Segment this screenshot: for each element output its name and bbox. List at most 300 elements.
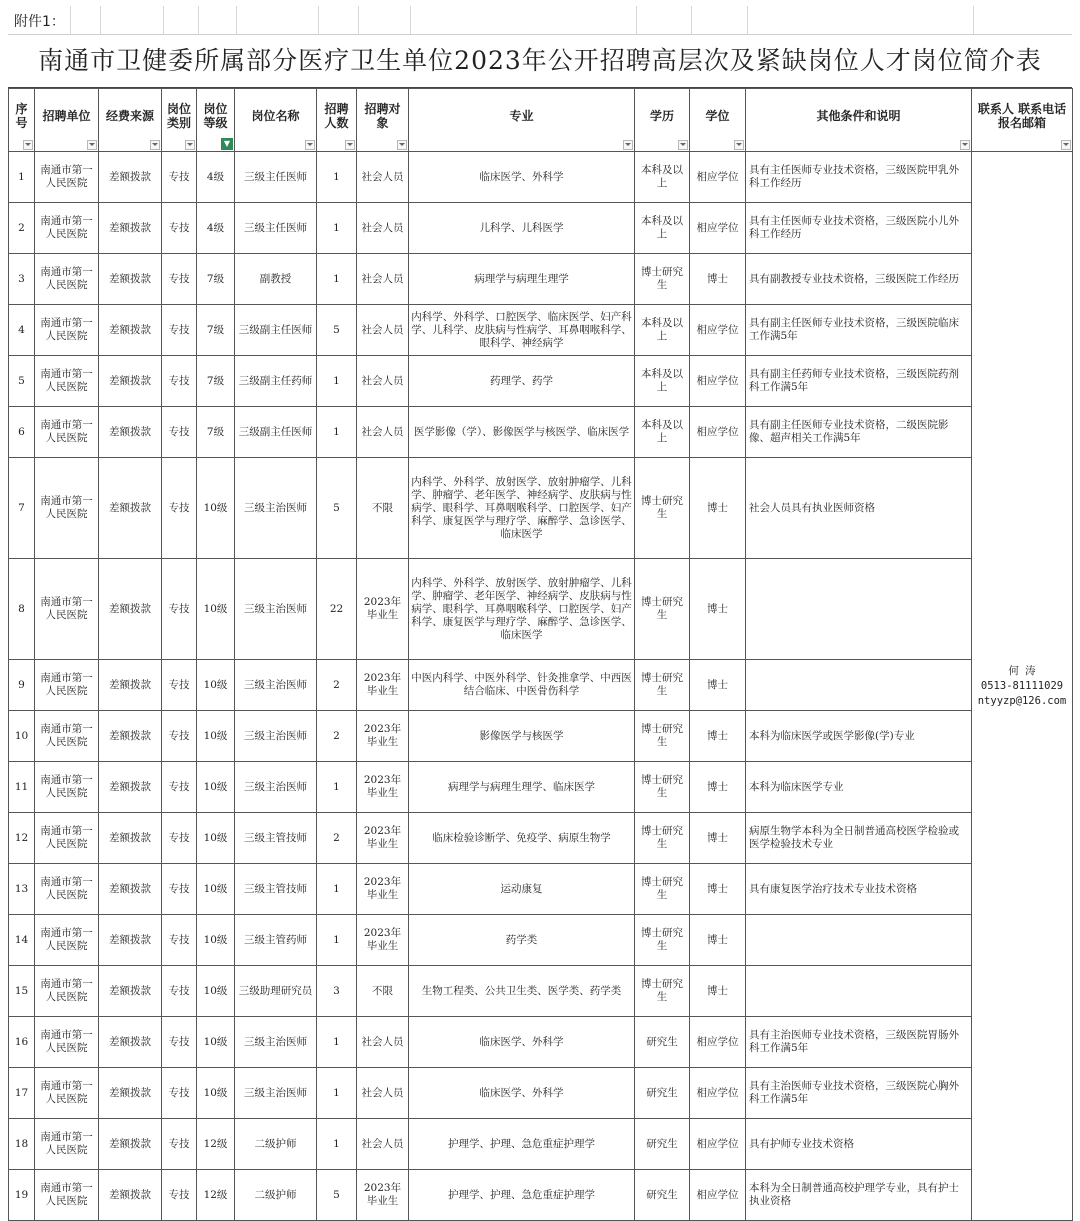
funding-source-cell: 差额拨款	[99, 813, 162, 864]
other-conditions-cell	[746, 915, 972, 966]
other-conditions-cell: 具有主治医师专业技术资格，三级医院心胸外科工作满5年	[746, 1068, 972, 1119]
post-level-cell: 4级	[197, 152, 235, 203]
header-label: 岗位名称	[251, 109, 300, 123]
education-cell: 博士研究生	[635, 711, 690, 762]
degree-cell: 博士	[690, 254, 746, 305]
post-level-cell: 10级	[197, 1068, 235, 1119]
header-label: 学历	[649, 109, 674, 123]
post-category-cell: 专技	[162, 864, 197, 915]
recruiting-unit-cell: 南通市第一人民医院	[35, 1119, 99, 1170]
other-conditions-cell: 社会人员具有执业医师资格	[746, 458, 972, 559]
filter-dropdown-icon[interactable]	[678, 140, 688, 150]
recruit-target-cell: 2023年毕业生	[357, 711, 409, 762]
major-cell: 内科学、外科学、放射医学、放射肿瘤学、儿科学、肿瘤学、老年医学、神经病学、皮肤病与性病学、眼科学、耳鼻咽喉科学、口腔医学、妇产科学、康复医学与理疗学、麻醉学、急诊医学、临床医学	[409, 458, 635, 559]
row-number-cell: 12	[9, 813, 35, 864]
row-number-cell: 4	[9, 305, 35, 356]
page-title: 南通市卫健委所属部分医疗卫生单位2023年公开招聘高层次及紧缺岗位人才岗位简介表	[8, 35, 1072, 88]
grid-line	[410, 6, 411, 34]
post-category-cell: 专技	[162, 1119, 197, 1170]
recruiting-unit-cell: 南通市第一人民医院	[35, 305, 99, 356]
funding-source-cell: 差额拨款	[99, 762, 162, 813]
recruiting-unit-cell: 南通市第一人民医院	[35, 1068, 99, 1119]
filter-dropdown-icon[interactable]	[185, 140, 195, 150]
row-number-cell: 9	[9, 660, 35, 711]
education-cell: 研究生	[635, 1017, 690, 1068]
header-label: 招聘单位	[42, 109, 91, 123]
table-body	[9, 152, 1073, 1221]
major-cell: 医学影像（学）、影像医学与核医学、临床医学	[409, 407, 635, 458]
degree-cell: 博士	[690, 864, 746, 915]
post-name-cell: 三级主管技师	[235, 864, 317, 915]
post-level-cell: 10级	[197, 711, 235, 762]
post-category-cell: 专技	[162, 1068, 197, 1119]
table-row	[9, 254, 1073, 305]
headcount-cell: 5	[317, 1170, 357, 1221]
funding-source-cell: 差额拨款	[99, 864, 162, 915]
major-cell: 临床医学、外科学	[409, 1017, 635, 1068]
post-category-cell: 专技	[162, 762, 197, 813]
post-name-cell: 三级助理研究员	[235, 966, 317, 1017]
header-label: 岗位类别	[166, 102, 191, 130]
recruit-target-cell: 2023年毕业生	[357, 762, 409, 813]
post-category-cell: 专技	[162, 407, 197, 458]
major-cell: 生物工程类、公共卫生类、医学类、药学类	[409, 966, 635, 1017]
recruit-target-cell: 社会人员	[357, 152, 409, 203]
grid-line	[691, 6, 692, 34]
recruit-target-cell: 社会人员	[357, 1068, 409, 1119]
header-cell	[162, 89, 197, 152]
major-cell: 护理学、护理、急危重症护理学	[409, 1170, 635, 1221]
post-level-cell: 10级	[197, 660, 235, 711]
post-name-cell: 三级主任医师	[235, 152, 317, 203]
other-conditions-cell: 病原生物学本科为全日制普通高校医学检验或医学检验技术专业	[746, 813, 972, 864]
headcount-cell: 1	[317, 1068, 357, 1119]
row-number-cell: 14	[9, 915, 35, 966]
degree-cell: 相应学位	[690, 152, 746, 203]
recruit-target-cell: 2023年毕业生	[357, 1170, 409, 1221]
recruiting-unit-cell: 南通市第一人民医院	[35, 762, 99, 813]
header-cell	[357, 89, 409, 152]
table-row	[9, 152, 1073, 203]
post-level-cell: 12级	[197, 1170, 235, 1221]
grid-line	[636, 6, 637, 34]
post-level-cell: 10级	[197, 1017, 235, 1068]
header-label: 岗位等级	[203, 102, 228, 130]
table-row	[9, 864, 1073, 915]
headcount-cell: 1	[317, 152, 357, 203]
recruit-target-cell: 2023年毕业生	[357, 559, 409, 660]
post-level-cell: 12级	[197, 1119, 235, 1170]
grid-line	[236, 6, 237, 34]
post-name-cell: 三级主治医师	[235, 1068, 317, 1119]
row-number-cell: 5	[9, 356, 35, 407]
grid-line	[973, 6, 974, 34]
table-row	[9, 1068, 1073, 1119]
education-cell: 本科及以上	[635, 356, 690, 407]
degree-cell: 博士	[690, 559, 746, 660]
headcount-cell: 1	[317, 1017, 357, 1068]
filter-dropdown-icon[interactable]	[150, 140, 160, 150]
row-number-cell: 1	[9, 152, 35, 203]
degree-cell: 博士	[690, 915, 746, 966]
table-row	[9, 966, 1073, 1017]
recruiting-unit-cell: 南通市第一人民医院	[35, 660, 99, 711]
grid-line	[70, 6, 71, 34]
funding-source-cell: 差额拨款	[99, 915, 162, 966]
filter-dropdown-icon[interactable]	[623, 140, 633, 150]
recruit-target-cell: 社会人员	[357, 203, 409, 254]
row-number-cell: 8	[9, 559, 35, 660]
other-conditions-cell: 具有副主任药师专业技术资格，三级医院药剂科工作满5年	[746, 356, 972, 407]
major-cell: 病理学与病理生理学、临床医学	[409, 762, 635, 813]
post-level-cell: 10级	[197, 813, 235, 864]
post-name-cell: 二级护师	[235, 1119, 317, 1170]
post-name-cell: 三级主任医师	[235, 203, 317, 254]
header-cell	[9, 89, 35, 152]
education-cell: 本科及以上	[635, 203, 690, 254]
recruiting-unit-cell: 南通市第一人民医院	[35, 711, 99, 762]
major-cell: 内科学、外科学、口腔医学、临床医学、妇产科学、儿科学、皮肤病与性病学、耳鼻咽喉科学、眼科学、神经病学	[409, 305, 635, 356]
recruit-target-cell: 不限	[357, 966, 409, 1017]
header-cell	[690, 89, 746, 152]
major-cell: 中医内科学、中医外科学、针灸推拿学、中西医结合临床、中医骨伤科学	[409, 660, 635, 711]
header-label: 序号	[15, 102, 28, 130]
recruit-target-cell: 2023年毕业生	[357, 660, 409, 711]
education-cell: 博士研究生	[635, 813, 690, 864]
major-cell: 影像医学与核医学	[409, 711, 635, 762]
contact-phone: 0513-81111029	[980, 679, 1064, 692]
post-name-cell: 三级主治医师	[235, 458, 317, 559]
funding-source-cell: 差额拨款	[99, 559, 162, 660]
grid-line	[358, 6, 359, 34]
other-conditions-cell: 具有副教授专业技术资格，三级医院工作经历	[746, 254, 972, 305]
other-conditions-cell: 具有主治医师专业技术资格，三级医院胃肠外科工作满5年	[746, 1017, 972, 1068]
recruiting-unit-cell: 南通市第一人民医院	[35, 407, 99, 458]
post-name-cell: 三级主管药师	[235, 915, 317, 966]
post-level-cell: 10级	[197, 915, 235, 966]
other-conditions-cell: 本科为临床医学或医学影像(学)专业	[746, 711, 972, 762]
degree-cell: 相应学位	[690, 1068, 746, 1119]
spreadsheet	[8, 6, 1072, 1221]
other-conditions-cell: 具有护师专业技术资格	[746, 1119, 972, 1170]
headcount-cell: 1	[317, 762, 357, 813]
header-label: 学位	[705, 109, 730, 123]
recruit-target-cell: 社会人员	[357, 356, 409, 407]
degree-cell: 相应学位	[690, 1119, 746, 1170]
recruit-target-cell: 2023年毕业生	[357, 915, 409, 966]
other-conditions-cell: 本科为全日制普通高校护理学专业，具有护士执业资格	[746, 1170, 972, 1221]
education-cell: 博士研究生	[635, 254, 690, 305]
row-number-cell: 11	[9, 762, 35, 813]
table-row	[9, 813, 1073, 864]
header-cell	[409, 89, 635, 152]
headcount-cell: 1	[317, 356, 357, 407]
major-cell: 护理学、护理、急危重症护理学	[409, 1119, 635, 1170]
post-name-cell: 二级护师	[235, 1170, 317, 1221]
funding-source-cell: 差额拨款	[99, 458, 162, 559]
recruiting-unit-cell: 南通市第一人民医院	[35, 915, 99, 966]
header-row	[9, 89, 1073, 152]
table-row	[9, 356, 1073, 407]
education-cell: 研究生	[635, 1119, 690, 1170]
major-cell: 运动康复	[409, 864, 635, 915]
post-category-cell: 专技	[162, 152, 197, 203]
active-filter-icon[interactable]: ▼	[221, 138, 233, 150]
post-level-cell: 7级	[197, 356, 235, 407]
degree-cell: 博士	[690, 762, 746, 813]
post-category-cell: 专技	[162, 966, 197, 1017]
education-cell: 研究生	[635, 1170, 690, 1221]
degree-cell: 相应学位	[690, 203, 746, 254]
table-row	[9, 407, 1073, 458]
major-cell: 临床医学、外科学	[409, 1068, 635, 1119]
degree-cell: 博士	[690, 966, 746, 1017]
major-cell: 临床检验诊断学、免疫学、病原生物学	[409, 813, 635, 864]
major-cell: 病理学与病理生理学	[409, 254, 635, 305]
funding-source-cell: 差额拨款	[99, 711, 162, 762]
recruiting-unit-cell: 南通市第一人民医院	[35, 1017, 99, 1068]
post-category-cell: 专技	[162, 458, 197, 559]
header-cell	[317, 89, 357, 152]
education-cell: 博士研究生	[635, 660, 690, 711]
major-cell: 儿科学、儿科医学	[409, 203, 635, 254]
education-cell: 博士研究生	[635, 762, 690, 813]
header-label: 招聘人数	[324, 102, 349, 130]
post-category-cell: 专技	[162, 711, 197, 762]
other-conditions-cell	[746, 966, 972, 1017]
post-level-cell: 7级	[197, 407, 235, 458]
row-number-cell: 7	[9, 458, 35, 559]
post-level-cell: 10级	[197, 559, 235, 660]
recruiting-unit-cell: 南通市第一人民医院	[35, 864, 99, 915]
headcount-cell: 2	[317, 660, 357, 711]
contact-name: 何 涛	[1008, 664, 1036, 677]
funding-source-cell: 差额拨款	[99, 966, 162, 1017]
funding-source-cell: 差额拨款	[99, 152, 162, 203]
post-category-cell: 专技	[162, 305, 197, 356]
post-category-cell: 专技	[162, 1017, 197, 1068]
filter-dropdown-icon[interactable]	[1061, 140, 1071, 150]
degree-cell: 相应学位	[690, 356, 746, 407]
header-cell	[746, 89, 972, 152]
table-row	[9, 1017, 1073, 1068]
funding-source-cell: 差额拨款	[99, 305, 162, 356]
post-category-cell: 专技	[162, 660, 197, 711]
headcount-cell: 1	[317, 1119, 357, 1170]
row-number-cell: 13	[9, 864, 35, 915]
row-number-cell: 17	[9, 1068, 35, 1119]
post-level-cell: 10级	[197, 762, 235, 813]
recruit-target-cell: 不限	[357, 458, 409, 559]
header-label: 招聘对象	[364, 102, 401, 130]
degree-cell: 相应学位	[690, 1170, 746, 1221]
table-row	[9, 458, 1073, 559]
recruiting-unit-cell: 南通市第一人民医院	[35, 813, 99, 864]
header-cell	[972, 89, 1073, 152]
headcount-cell: 1	[317, 915, 357, 966]
funding-source-cell: 差额拨款	[99, 1119, 162, 1170]
header-cell	[197, 89, 235, 152]
table-row	[9, 711, 1073, 762]
job-table	[8, 88, 1073, 1221]
table-row	[9, 203, 1073, 254]
education-cell: 博士研究生	[635, 458, 690, 559]
table-row	[9, 915, 1073, 966]
post-level-cell: 7级	[197, 305, 235, 356]
other-conditions-cell: 具有主任医师专业技术资格，三级医院甲乳外科工作经历	[746, 152, 972, 203]
recruit-target-cell: 社会人员	[357, 254, 409, 305]
filter-dropdown-icon[interactable]	[345, 140, 355, 150]
degree-cell: 博士	[690, 660, 746, 711]
headcount-cell: 1	[317, 203, 357, 254]
table-row	[9, 660, 1073, 711]
post-level-cell: 7级	[197, 254, 235, 305]
post-category-cell: 专技	[162, 203, 197, 254]
row-number-cell: 18	[9, 1119, 35, 1170]
funding-source-cell: 差额拨款	[99, 1170, 162, 1221]
education-cell: 本科及以上	[635, 407, 690, 458]
filter-dropdown-icon[interactable]	[960, 140, 970, 150]
header-cell	[635, 89, 690, 152]
recruiting-unit-cell: 南通市第一人民医院	[35, 254, 99, 305]
post-name-cell: 三级主管技师	[235, 813, 317, 864]
recruit-target-cell: 社会人员	[357, 1119, 409, 1170]
table-row	[9, 762, 1073, 813]
table-row	[9, 1170, 1073, 1221]
other-conditions-cell	[746, 559, 972, 660]
post-category-cell: 专技	[162, 356, 197, 407]
post-category-cell: 专技	[162, 1170, 197, 1221]
post-category-cell: 专技	[162, 559, 197, 660]
post-name-cell: 三级副主任药师	[235, 356, 317, 407]
header-label: 其他条件和说明	[816, 109, 901, 123]
recruit-target-cell: 社会人员	[357, 1017, 409, 1068]
headcount-cell: 3	[317, 966, 357, 1017]
funding-source-cell: 差额拨款	[99, 660, 162, 711]
degree-cell: 博士	[690, 458, 746, 559]
recruiting-unit-cell: 南通市第一人民医院	[35, 966, 99, 1017]
post-name-cell: 副教授	[235, 254, 317, 305]
funding-source-cell: 差额拨款	[99, 1017, 162, 1068]
table-row	[9, 1119, 1073, 1170]
education-cell: 博士研究生	[635, 559, 690, 660]
other-conditions-cell: 本科为临床医学专业	[746, 762, 972, 813]
grid-line	[198, 6, 199, 34]
recruiting-unit-cell: 南通市第一人民医院	[35, 203, 99, 254]
funding-source-cell: 差额拨款	[99, 407, 162, 458]
contact-cell	[972, 152, 1073, 1221]
other-conditions-cell: 具有主任医师专业技术资格，三级医院小儿外科工作经历	[746, 203, 972, 254]
post-name-cell: 三级主治医师	[235, 660, 317, 711]
grid-line	[318, 6, 319, 34]
post-level-cell: 10级	[197, 864, 235, 915]
degree-cell: 博士	[690, 813, 746, 864]
recruit-target-cell: 2023年毕业生	[357, 813, 409, 864]
contact-email: ntyyzp@126.com	[977, 694, 1067, 707]
post-category-cell: 专技	[162, 254, 197, 305]
filter-dropdown-icon[interactable]	[734, 140, 744, 150]
headcount-cell: 1	[317, 864, 357, 915]
headcount-cell: 2	[317, 711, 357, 762]
funding-source-cell: 差额拨款	[99, 356, 162, 407]
filter-dropdown-icon[interactable]	[397, 140, 407, 150]
funding-source-cell: 差额拨款	[99, 1068, 162, 1119]
degree-cell: 相应学位	[690, 305, 746, 356]
header-label: 经费来源	[105, 109, 154, 123]
header-cell	[235, 89, 317, 152]
post-name-cell: 三级副主任医师	[235, 305, 317, 356]
row-number-cell: 2	[9, 203, 35, 254]
education-cell: 博士研究生	[635, 864, 690, 915]
post-name-cell: 三级主治医师	[235, 762, 317, 813]
major-cell: 临床医学、外科学	[409, 152, 635, 203]
post-name-cell: 三级主治医师	[235, 711, 317, 762]
degree-cell: 博士	[690, 711, 746, 762]
grid-line	[100, 6, 101, 34]
post-level-cell: 10级	[197, 966, 235, 1017]
post-level-cell: 4级	[197, 203, 235, 254]
row-number-cell: 6	[9, 407, 35, 458]
other-conditions-cell: 具有康复医学治疗技术专业技术资格	[746, 864, 972, 915]
header-cell	[35, 89, 99, 152]
education-cell: 本科及以上	[635, 152, 690, 203]
recruiting-unit-cell: 南通市第一人民医院	[35, 1170, 99, 1221]
major-cell: 药学类	[409, 915, 635, 966]
row-number-cell: 16	[9, 1017, 35, 1068]
filter-dropdown-icon[interactable]	[23, 140, 33, 150]
row-number-cell: 15	[9, 966, 35, 1017]
grid-line	[747, 6, 748, 34]
recruit-target-cell: 社会人员	[357, 407, 409, 458]
degree-cell: 相应学位	[690, 407, 746, 458]
attachment-label: 附件1：	[14, 14, 65, 30]
recruiting-unit-cell: 南通市第一人民医院	[35, 559, 99, 660]
table-row	[9, 559, 1073, 660]
headcount-cell: 5	[317, 305, 357, 356]
attachment-row	[8, 6, 1072, 35]
headcount-cell: 2	[317, 813, 357, 864]
headcount-cell: 5	[317, 458, 357, 559]
recruit-target-cell: 2023年毕业生	[357, 864, 409, 915]
headcount-cell: 1	[317, 407, 357, 458]
recruit-target-cell: 社会人员	[357, 305, 409, 356]
headcount-cell: 1	[317, 254, 357, 305]
education-cell: 博士研究生	[635, 966, 690, 1017]
table-row	[9, 305, 1073, 356]
other-conditions-cell: 具有副主任医师专业技术资格，二级医院影像、超声相关工作满5年	[746, 407, 972, 458]
post-category-cell: 专技	[162, 915, 197, 966]
education-cell: 博士研究生	[635, 915, 690, 966]
post-name-cell: 三级副主任医师	[235, 407, 317, 458]
row-number-cell: 19	[9, 1170, 35, 1221]
post-name-cell: 三级主治医师	[235, 1017, 317, 1068]
major-cell: 内科学、外科学、放射医学、放射肿瘤学、儿科学、肿瘤学、老年医学、神经病学、皮肤病与性病学、眼科学、耳鼻咽喉科学、口腔医学、妇产科学、康复医学与理疗学、麻醉学、急诊医学、临床医学	[409, 559, 635, 660]
row-number-cell: 3	[9, 254, 35, 305]
filter-dropdown-icon[interactable]	[305, 140, 315, 150]
recruiting-unit-cell: 南通市第一人民医院	[35, 458, 99, 559]
recruiting-unit-cell: 南通市第一人民医院	[35, 356, 99, 407]
education-cell: 研究生	[635, 1068, 690, 1119]
row-number-cell: 10	[9, 711, 35, 762]
filter-dropdown-icon[interactable]	[87, 140, 97, 150]
header-label: 专业	[509, 109, 534, 123]
recruiting-unit-cell: 南通市第一人民医院	[35, 152, 99, 203]
post-name-cell: 三级主治医师	[235, 559, 317, 660]
funding-source-cell: 差额拨款	[99, 203, 162, 254]
other-conditions-cell	[746, 660, 972, 711]
header-label: 联系人 联系电话 报名邮箱	[977, 102, 1067, 130]
funding-source-cell: 差额拨款	[99, 254, 162, 305]
